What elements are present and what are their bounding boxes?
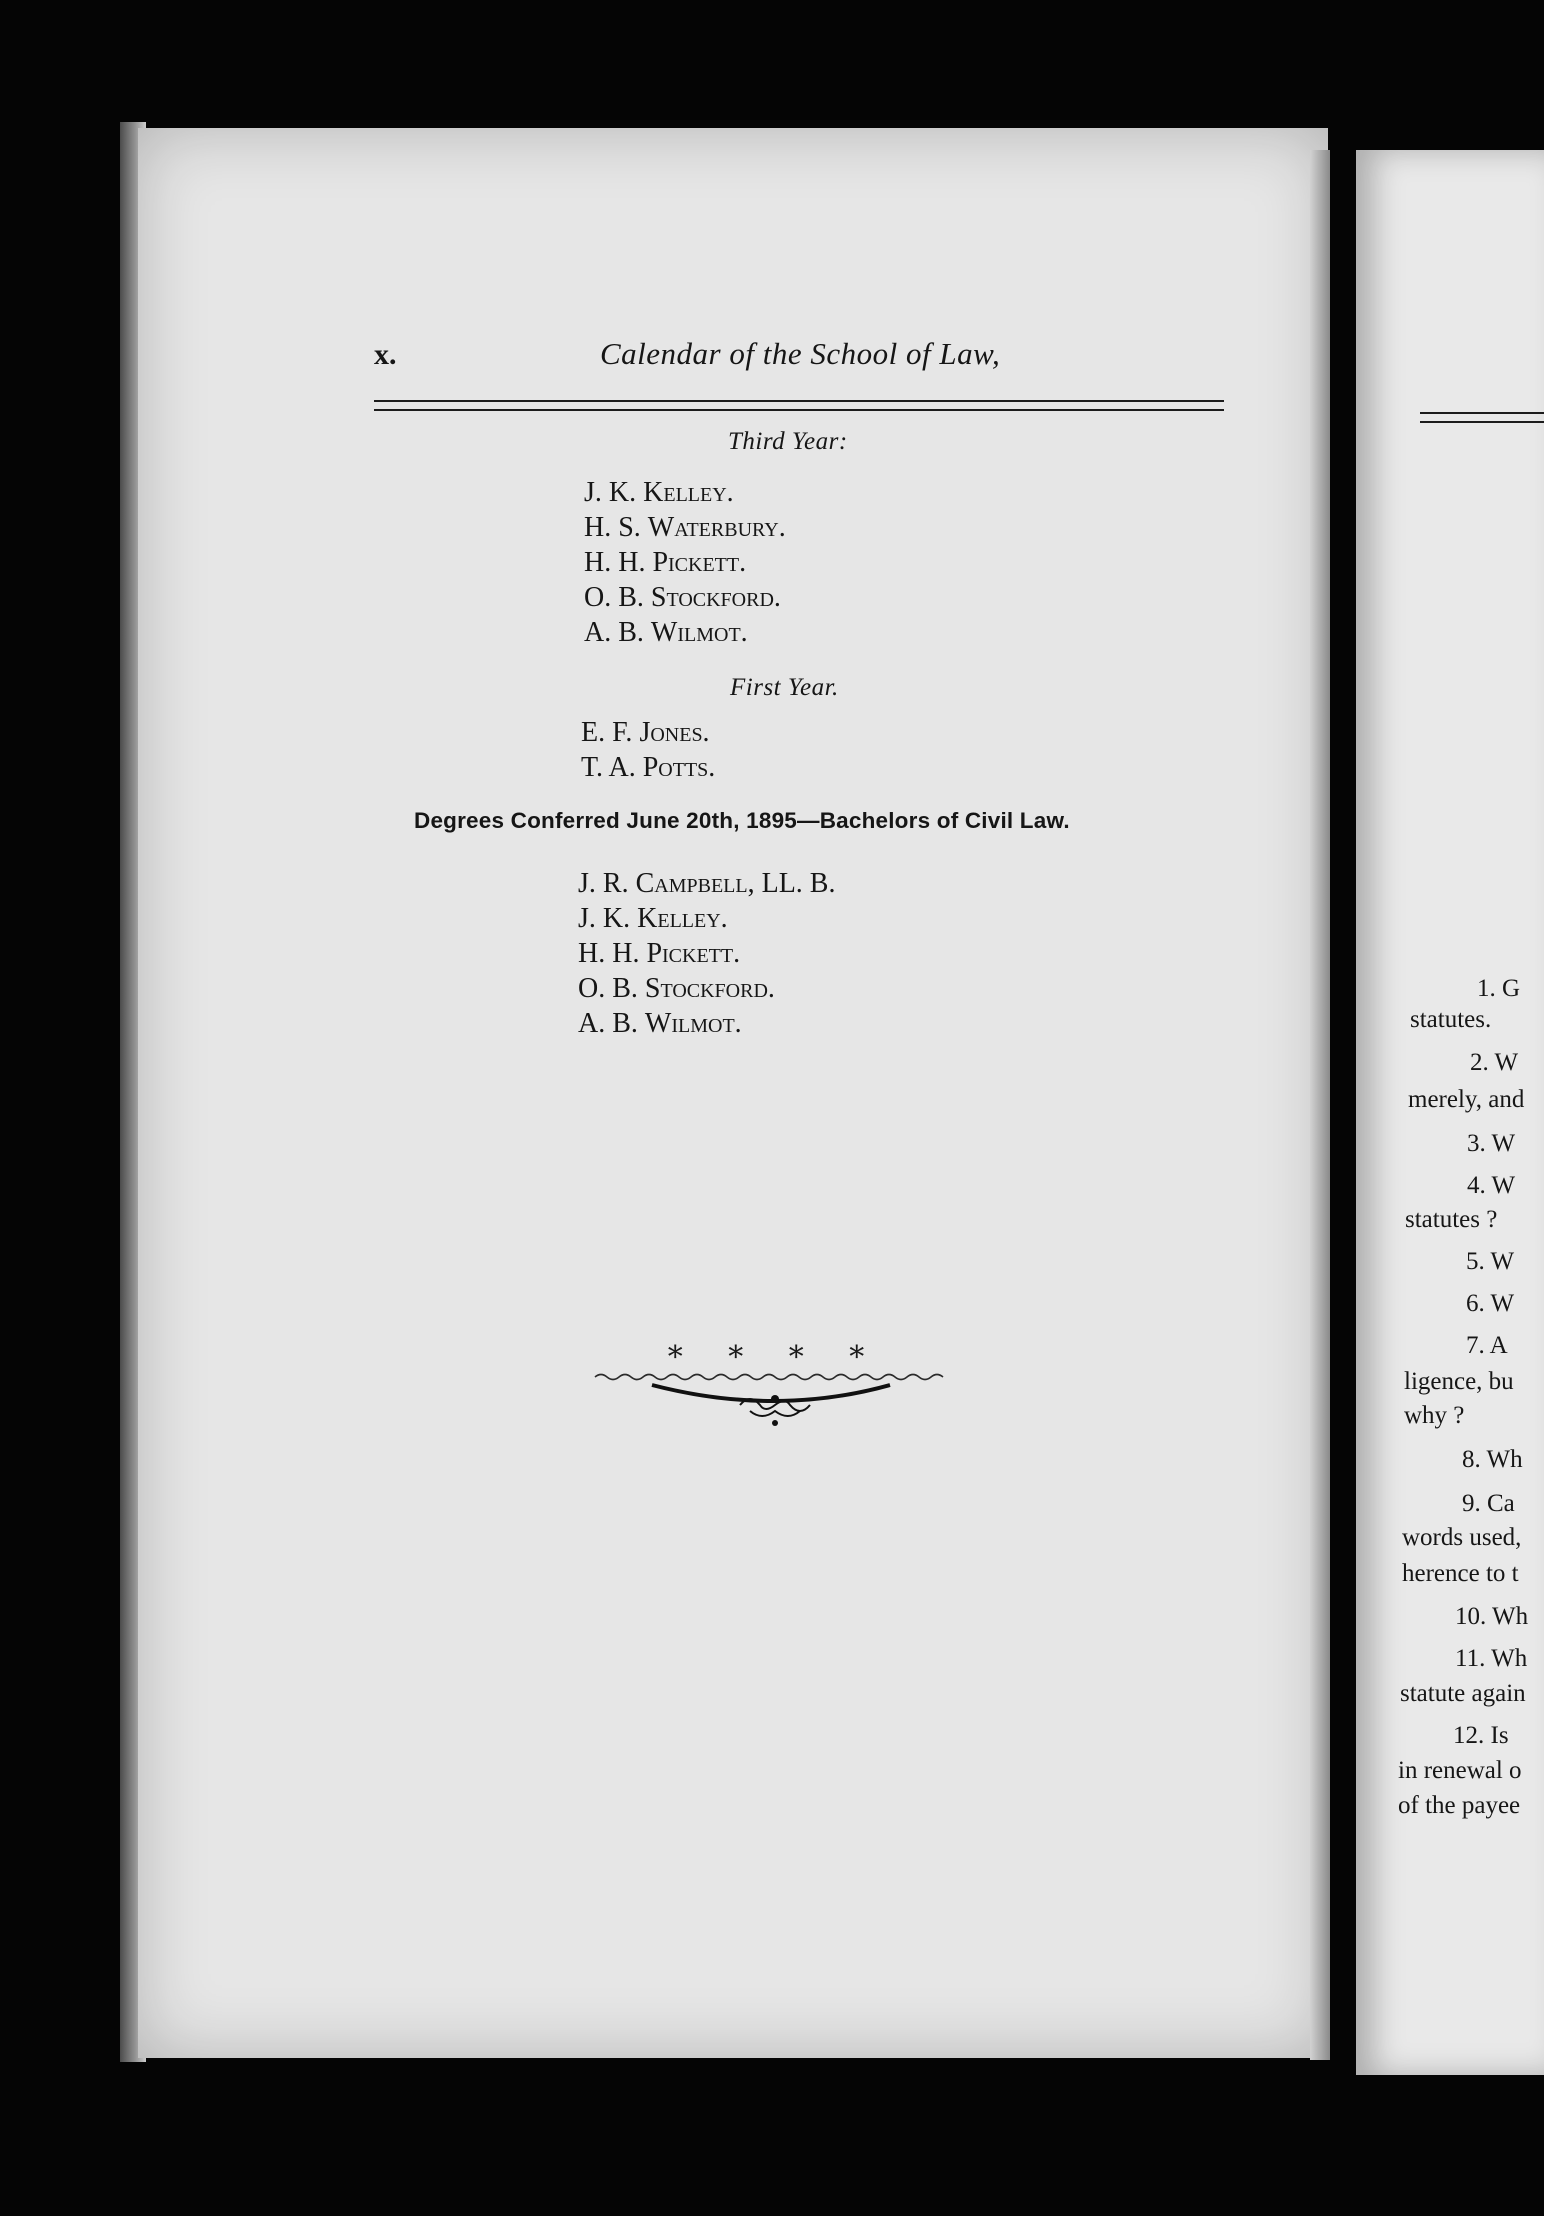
name-entry — [578, 936, 835, 971]
header-rule-bottom — [374, 409, 1224, 411]
first-year-heading: First Year. — [730, 674, 839, 701]
name-surname: Wilmot. — [650, 617, 748, 648]
name-entry — [584, 510, 786, 545]
end-ornament — [590, 1335, 960, 1435]
third-year-heading: Third Year: — [728, 428, 848, 455]
facing-text-line: of the payee — [1398, 1792, 1521, 1819]
name-entry — [584, 475, 786, 510]
facing-text-line: 9. Ca — [1462, 1490, 1515, 1517]
book-gutter — [1310, 150, 1330, 2060]
facing-text-line: 1. G — [1477, 975, 1521, 1002]
facing-page-rule-top — [1420, 412, 1544, 414]
facing-text-line: herence to t — [1402, 1560, 1519, 1587]
name-entry — [581, 750, 715, 785]
name-entry — [578, 901, 835, 936]
name-initials: H. H. — [578, 938, 640, 969]
ornament-wave — [595, 1375, 943, 1380]
facing-text-line: 11. Wh — [1455, 1645, 1528, 1672]
name-initials: O. B. — [578, 973, 638, 1004]
name-initials: A. B. — [584, 617, 644, 648]
header-rule-top — [374, 400, 1224, 402]
name-initials: J. K. — [578, 903, 631, 934]
facing-text-line: statutes. — [1410, 1006, 1492, 1033]
degrees-heading: Degrees Conferred June 20th, 1895—Bachelors of Civil Law. — [414, 808, 1070, 833]
facing-text-line: in renewal o — [1398, 1757, 1522, 1784]
name-initials: O. B. — [584, 582, 644, 613]
facing-text-line: statute again — [1400, 1680, 1526, 1707]
facing-text-line: 3. W — [1467, 1130, 1516, 1157]
facing-text-line: 8. Wh — [1462, 1446, 1523, 1473]
facing-text-line: 4. W — [1467, 1172, 1516, 1199]
first-year-list — [581, 715, 715, 785]
name-surname: Jones. — [639, 717, 710, 748]
ornament-asterisks: * * * * — [667, 1340, 883, 1375]
name-initials: H. H. — [584, 547, 646, 578]
name-entry — [578, 1006, 835, 1041]
name-entry — [581, 715, 715, 750]
facing-text-line: 10. Wh — [1455, 1603, 1529, 1630]
name-entry — [578, 866, 835, 901]
running-title: Calendar of the School of Law, — [600, 336, 1001, 371]
name-surname: Waterbury. — [647, 512, 786, 543]
name-entry — [578, 971, 835, 1006]
name-initials: J. K. — [584, 477, 637, 508]
name-initials: E. F. — [581, 717, 633, 748]
name-surname: Potts. — [642, 752, 716, 783]
name-initials: H. S. — [584, 512, 641, 543]
name-initials: A. B. — [578, 1008, 638, 1039]
name-surname: Kelley. — [637, 903, 728, 934]
ornament-dot — [771, 1395, 779, 1403]
page-number: x. — [374, 338, 397, 371]
name-surname: Pickett. — [652, 547, 747, 578]
facing-text-line: ligence, bu — [1404, 1368, 1514, 1395]
facing-text-line: why ? — [1404, 1402, 1465, 1429]
name-surname: Stockford. — [650, 582, 781, 613]
facing-page-rule-bottom — [1420, 421, 1544, 423]
name-surname: Wilmot. — [644, 1008, 742, 1039]
facing-text-line: 12. Is — [1453, 1722, 1509, 1749]
facing-text-line: 6. W — [1466, 1290, 1515, 1317]
facing-text-line: merely, and — [1408, 1086, 1525, 1113]
name-entry — [584, 580, 786, 615]
name-initials: J. R. — [578, 868, 629, 899]
facing-text-line: words used, — [1402, 1524, 1522, 1551]
facing-text-line: statutes ? — [1405, 1206, 1498, 1233]
facing-text-line: 5. W — [1466, 1248, 1515, 1275]
name-surname: Kelley. — [643, 477, 734, 508]
ornament-swash — [652, 1385, 890, 1401]
name-surname: Pickett. — [646, 938, 741, 969]
facing-text-line: 2. W — [1470, 1049, 1519, 1076]
name-surname: Campbell, LL. B. — [635, 868, 836, 899]
degrees-list — [578, 866, 835, 1041]
left-page — [138, 128, 1328, 2058]
facing-text-line: 7. A — [1466, 1332, 1508, 1359]
name-entry — [584, 545, 786, 580]
name-initials: T. A. — [581, 752, 636, 783]
name-entry — [584, 615, 786, 650]
third-year-list — [584, 475, 786, 650]
name-surname: Stockford. — [644, 973, 775, 1004]
